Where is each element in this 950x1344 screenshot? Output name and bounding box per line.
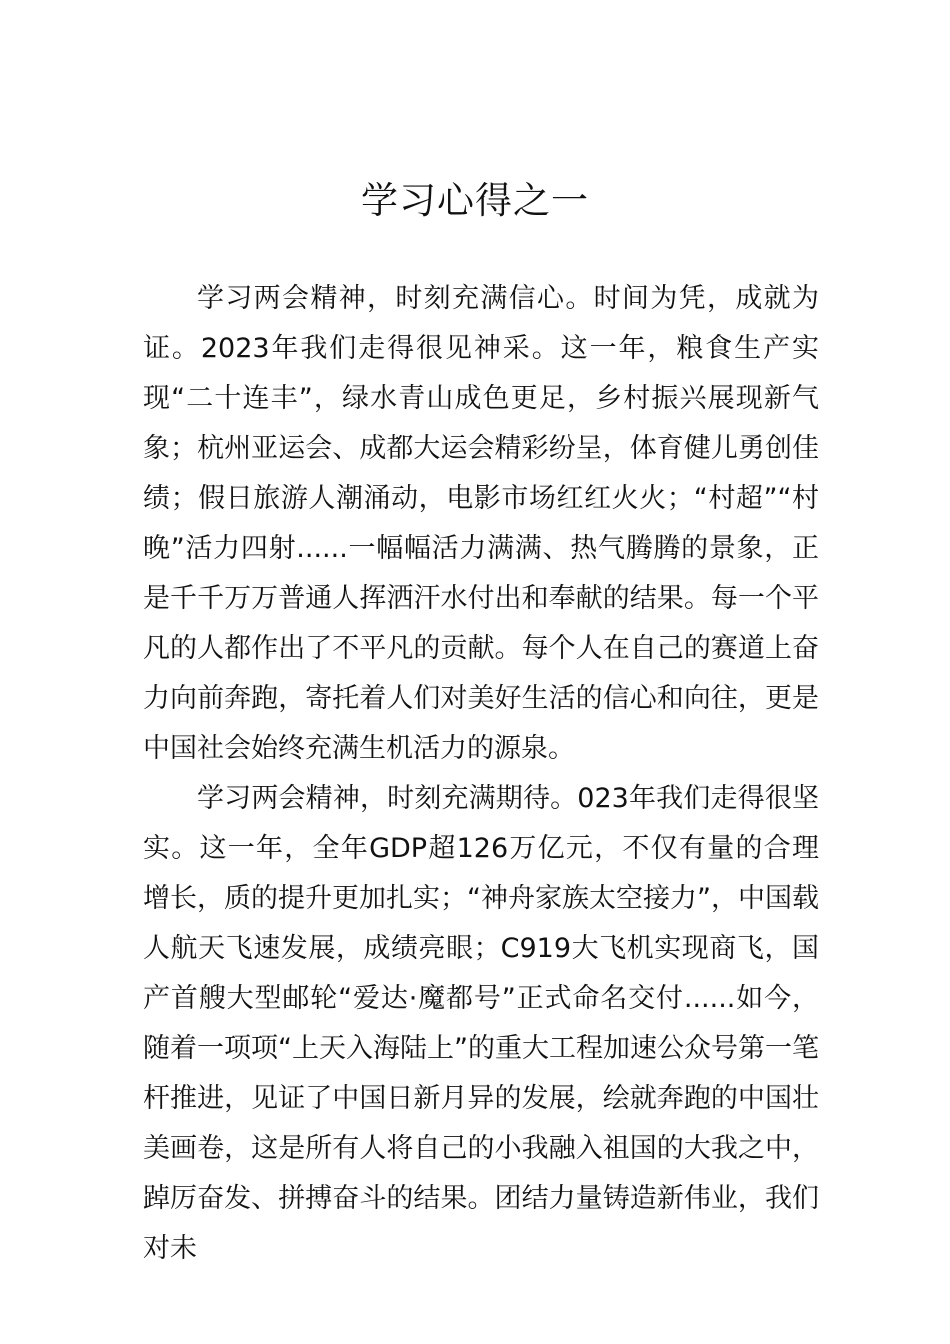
paragraph-2: 学习两会精神，时刻充满期待。023年我们走得很坚实。这一年，全年GDP超126万亿元，不仅有量的合理增长，质的提升更加扎实；“神舟家族太空接力”，中国载人航天飞速发展，成绩亮眼；C919大飞机实现商飞，国产首艘大型邮轮“爱达·魔都号”正式命名交付......如今，随着一项项“上天入海陆上”的重大工程加速公众号第一笔杆推进，见证了中国日新月异的发展，绘就奔跑的中国壮美画卷，这是所有人将自己的小我融入祖国的大我之中，踔厉奋发、拼搏奋斗的结果。团结力量铸造新伟业，我们对未 (143, 783, 819, 1264)
paragraph-1: 学习两会精神，时刻充满信心。时间为凭，成就为证。2023年我们走得很见神采。这一年，粮食生产实现“二十连丰”，绿水青山成色更足，乡村振兴展现新气象；杭州亚运会、成都大运会精彩纷呈，体育健儿勇创佳绩；假日旅游人潮涌动，电影市场红红火火；“村超”“村晚”活力四射......一幅幅活力满满、热气腾腾的景象，正是千千万万普通人挥洒汗水付出和奉献的结果。每一个平凡的人都作出了不平凡的贡献。每个人在自己的赛道上奋力向前奔跑，寄托着人们对美好生活的信心和向往，更是中国社会始终充满生机活力的源泉。 (143, 283, 819, 764)
document-title: 学习心得之一 (361, 179, 589, 222)
document-body (143, 274, 819, 1274)
